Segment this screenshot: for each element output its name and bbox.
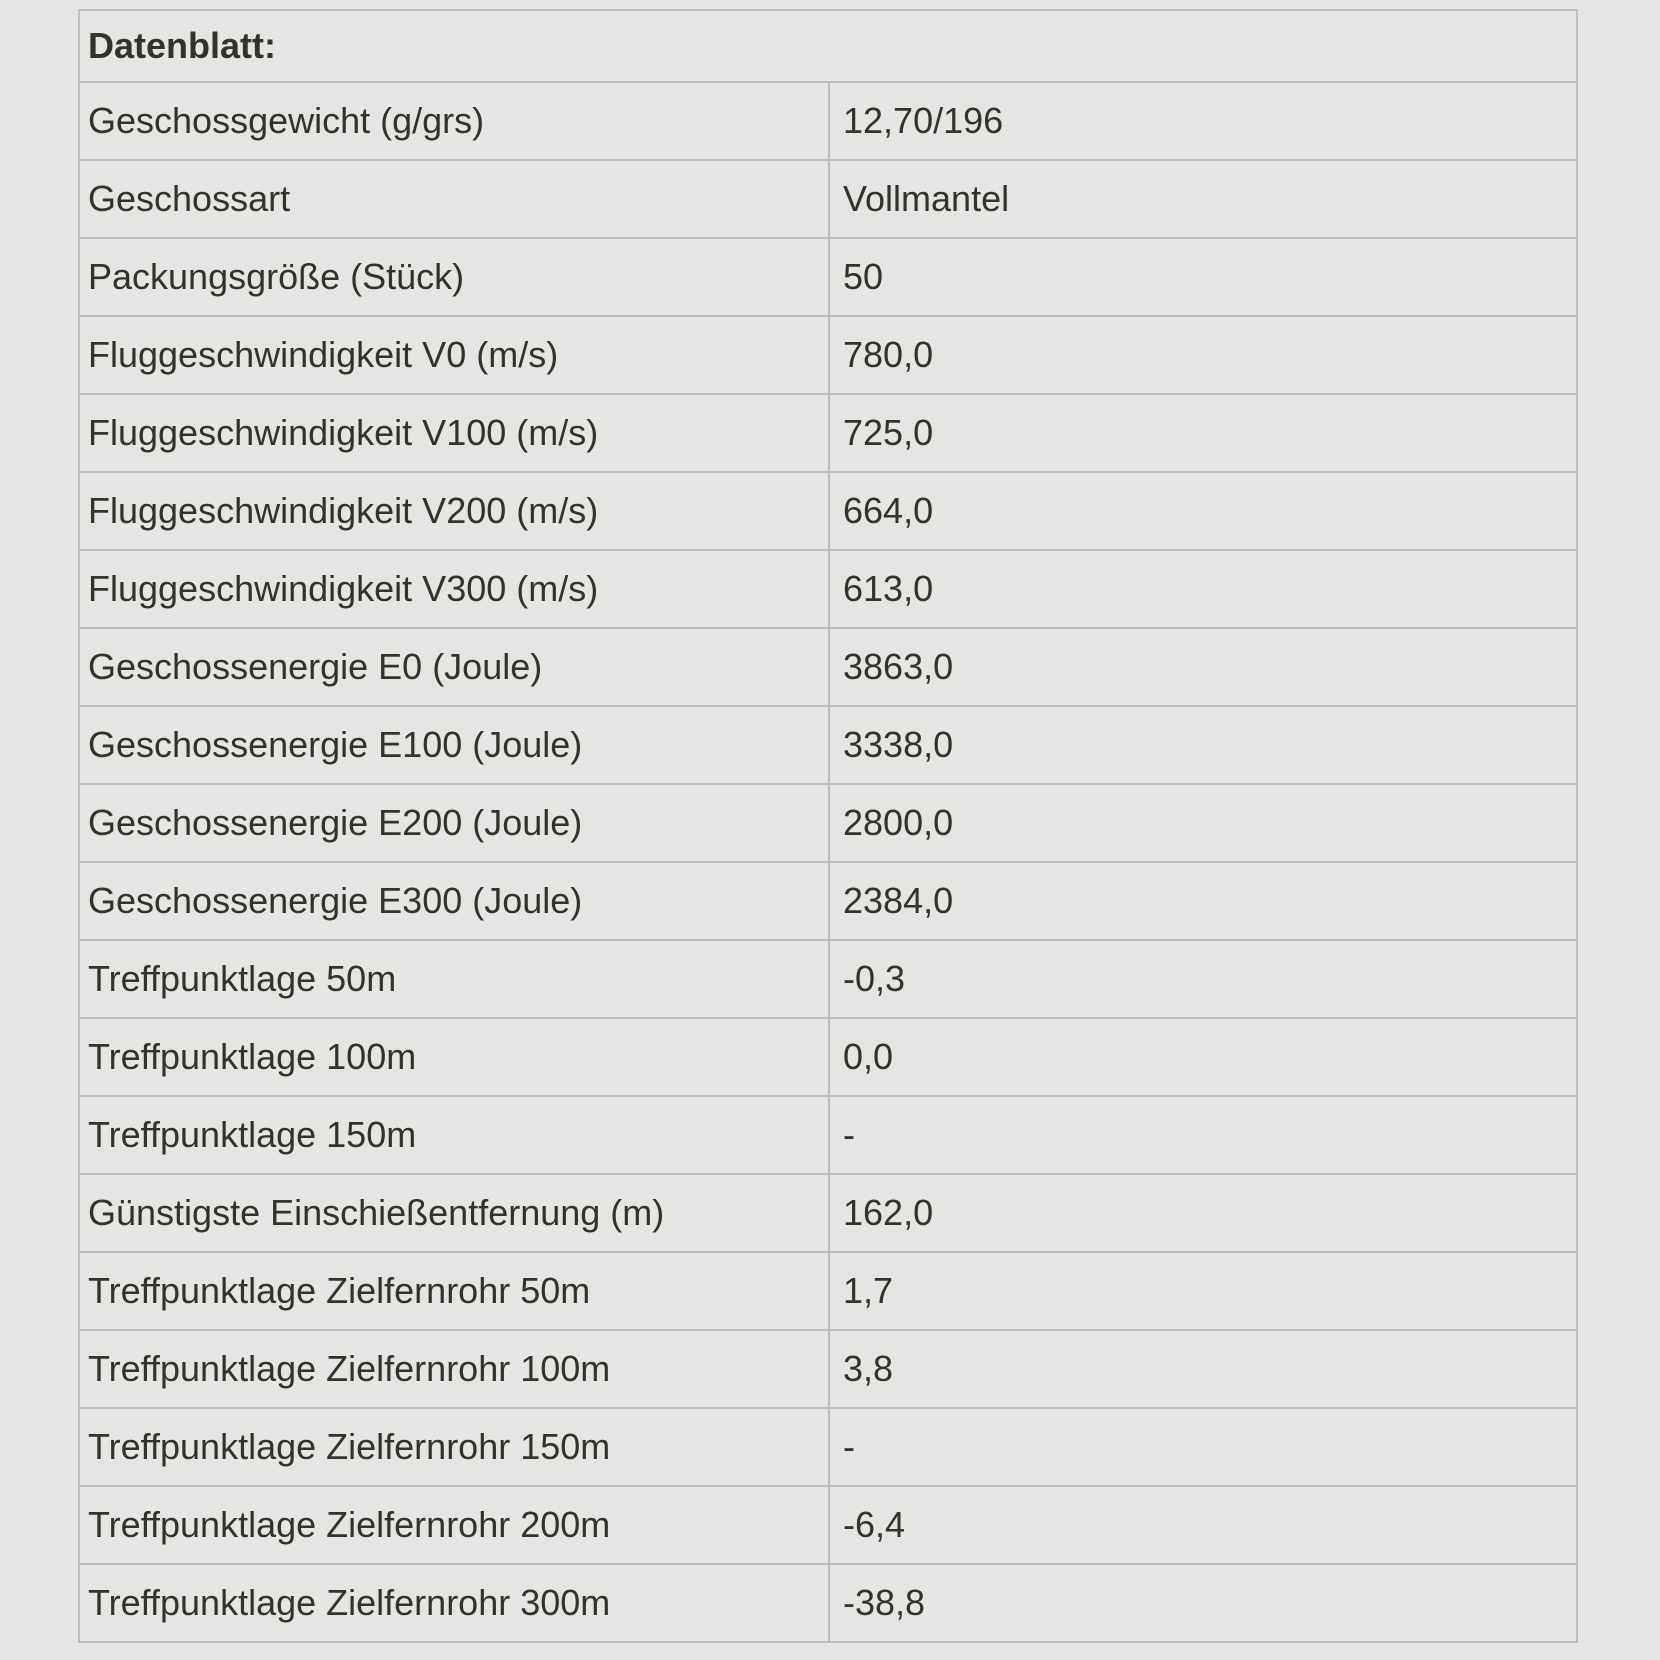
- table-row: [79, 1018, 1577, 1096]
- row-value: 2384,0: [829, 862, 1577, 940]
- row-value: 162,0: [829, 1174, 1577, 1252]
- row-value: 50: [829, 238, 1577, 316]
- table-row: [79, 550, 1577, 628]
- row-value: 2800,0: [829, 784, 1577, 862]
- table-row: [79, 1486, 1577, 1564]
- table-row: [79, 784, 1577, 862]
- row-label: Treffpunktlage Zielfernrohr 300m: [79, 1564, 829, 1642]
- table-row: [79, 82, 1577, 160]
- row-value: 3,8: [829, 1330, 1577, 1408]
- table-row: [79, 1096, 1577, 1174]
- table-row: [79, 628, 1577, 706]
- table-row: [79, 1408, 1577, 1486]
- table-row: [79, 1252, 1577, 1330]
- row-label: Treffpunktlage Zielfernrohr 50m: [79, 1252, 829, 1330]
- row-value: 613,0: [829, 550, 1577, 628]
- row-label: Fluggeschwindigkeit V0 (m/s): [79, 316, 829, 394]
- row-value: -: [829, 1096, 1577, 1174]
- row-label: Treffpunktlage 150m: [79, 1096, 829, 1174]
- row-label: Packungsgröße (Stück): [79, 238, 829, 316]
- row-label: Günstigste Einschießentfernung (m): [79, 1174, 829, 1252]
- table-row: [79, 1174, 1577, 1252]
- row-label: Geschossgewicht (g/grs): [79, 82, 829, 160]
- row-label: Geschossenergie E100 (Joule): [79, 706, 829, 784]
- row-label: Treffpunktlage Zielfernrohr 200m: [79, 1486, 829, 1564]
- table-row: [79, 940, 1577, 1018]
- row-value: 1,7: [829, 1252, 1577, 1330]
- table-row: [79, 1330, 1577, 1408]
- row-label: Fluggeschwindigkeit V200 (m/s): [79, 472, 829, 550]
- row-label: Fluggeschwindigkeit V300 (m/s): [79, 550, 829, 628]
- row-label: Treffpunktlage Zielfernrohr 100m: [79, 1330, 829, 1408]
- row-value: 3338,0: [829, 706, 1577, 784]
- row-label: Geschossart: [79, 160, 829, 238]
- row-value: 12,70/196: [829, 82, 1577, 160]
- row-value: 664,0: [829, 472, 1577, 550]
- row-label: Geschossenergie E200 (Joule): [79, 784, 829, 862]
- table-row: [79, 238, 1577, 316]
- table-row: [79, 394, 1577, 472]
- datasheet-table: [78, 9, 1578, 1643]
- row-value: 725,0: [829, 394, 1577, 472]
- datasheet-title: Datenblatt:: [79, 10, 1577, 82]
- row-value: -38,8: [829, 1564, 1577, 1642]
- table-row: [79, 706, 1577, 784]
- table-row: [79, 862, 1577, 940]
- row-label: Geschossenergie E300 (Joule): [79, 862, 829, 940]
- table-row: [79, 1564, 1577, 1642]
- row-value: 3863,0: [829, 628, 1577, 706]
- row-value: 0,0: [829, 1018, 1577, 1096]
- row-label: Geschossenergie E0 (Joule): [79, 628, 829, 706]
- row-label: Fluggeschwindigkeit V100 (m/s): [79, 394, 829, 472]
- table-row: [79, 472, 1577, 550]
- row-value: Vollmantel: [829, 160, 1577, 238]
- row-label: Treffpunktlage 50m: [79, 940, 829, 1018]
- row-value: -6,4: [829, 1486, 1577, 1564]
- table-row: [79, 160, 1577, 238]
- row-value: 780,0: [829, 316, 1577, 394]
- row-label: Treffpunktlage 100m: [79, 1018, 829, 1096]
- row-value: -0,3: [829, 940, 1577, 1018]
- datasheet-header-row: [79, 10, 1577, 82]
- row-label: Treffpunktlage Zielfernrohr 150m: [79, 1408, 829, 1486]
- row-value: -: [829, 1408, 1577, 1486]
- table-row: [79, 316, 1577, 394]
